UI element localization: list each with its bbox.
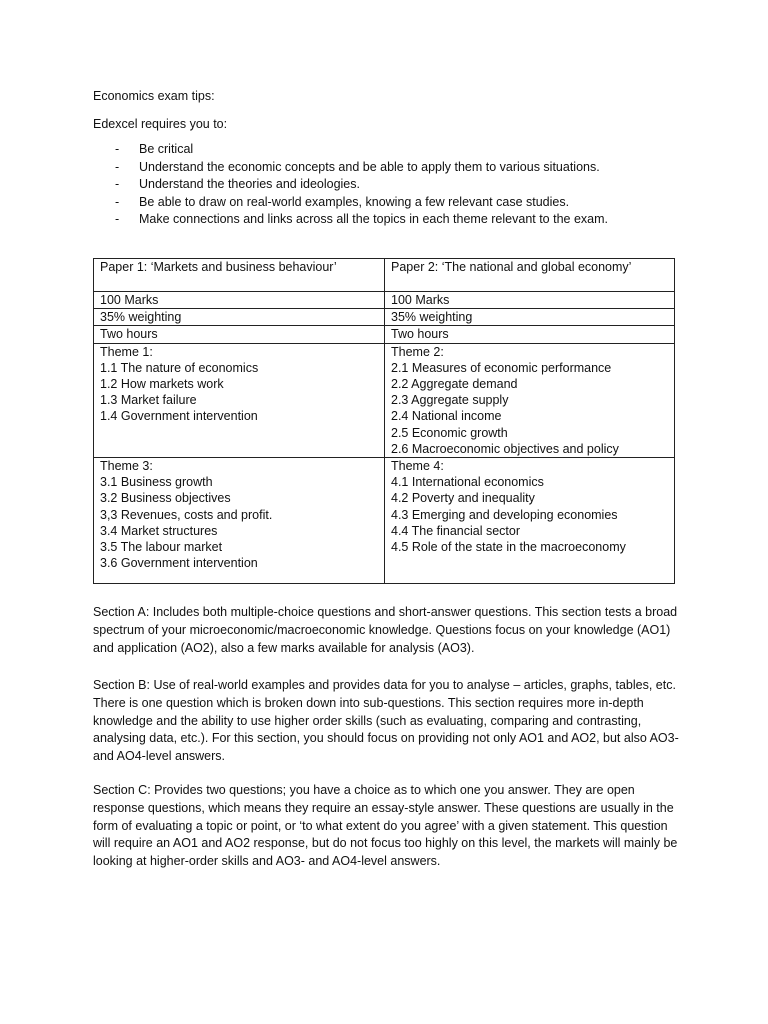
table-row	[94, 343, 675, 457]
table-row	[94, 458, 675, 584]
theme-label: Theme 3:	[100, 459, 153, 474]
list-item: 3.2 Business objectives	[100, 491, 231, 506]
list-item: 3.1 Business growth	[100, 475, 213, 490]
list-item: 3,3 Revenues, costs and profit.	[100, 507, 273, 522]
list-item: 2.5 Economic growth	[391, 425, 508, 440]
list-item: 3.6 Government intervention	[100, 556, 258, 571]
paper1-title: Paper 1: ‘Markets and business behaviour’	[94, 259, 385, 292]
list-item: 4.1 International economics	[391, 475, 544, 490]
paper2-marks: 100 Marks	[385, 292, 675, 309]
paper1-weighting: 35% weighting	[94, 309, 385, 326]
table-row	[94, 326, 675, 343]
list-item: - Understand the economic concepts and be able to apply them to various situations.	[115, 159, 600, 174]
paper2-theme2-cell	[385, 343, 675, 457]
list-item: - Make connections and links across all the topics in each theme relevant to the exam.	[115, 212, 609, 227]
paper1-duration: Two hours	[94, 326, 385, 343]
section-b-paragraph: Section B: Use of real-world examples and provides data for you to analyse – articles, graphs, tables, etc. There is one question which is broken down into sub-questions. This section requires more in-depth knowledge and the ability to use higher order skills (such as evaluating, comparing and contrasting, analysing data, etc.). For this section, you should focus on providing not only AO1 and AO2, but also AO3- and AO4-level answers.	[93, 678, 679, 764]
paper1-marks: 100 Marks	[94, 292, 385, 309]
paper1-theme3-cell	[94, 458, 385, 584]
section-a-paragraph: Section A: Includes both multiple-choice questions and short-answer questions. This section tests a broad spectrum of your microeconomic/macroeconomic knowledge. Questions focus on your knowledge (AO1) and application (AO2), also a few marks available for analysis (AO3).	[93, 605, 678, 655]
table-row	[94, 259, 675, 292]
list-item: 3.4 Market structures	[100, 523, 218, 538]
list-item: 1.2 How markets work	[100, 377, 224, 392]
requirements-list	[115, 141, 608, 229]
list-item: 4.3 Emerging and developing economies	[391, 507, 618, 522]
theme-label: Theme 1:	[100, 344, 153, 359]
list-item: 2.6 Macroeconomic objectives and policy	[391, 441, 619, 456]
list-item: - Understand the theories and ideologies.	[115, 177, 360, 192]
theme-label: Theme 4:	[391, 459, 444, 474]
section-c-paragraph: Section C: Provides two questions; you have a choice as to which one you answer. They are open response questions, which means they require an essay-style answer. These questions are usually in the form of evaluating a topic or point, or ‘to what extent do you agree’ with a given statement. This question will require an AO1 and AO2 response, but do not focus too highly on this level, the markets will mainly be looking at higher-order skills and AO3- and AO4-level answers.	[93, 783, 678, 869]
paper2-weighting: 35% weighting	[385, 309, 675, 326]
list-item: 1.4 Government intervention	[100, 409, 258, 424]
theme-label: Theme 2:	[391, 344, 444, 359]
list-item: 1.1 The nature of economics	[100, 360, 259, 375]
list-item: 2.4 National income	[391, 409, 502, 424]
list-item: 2.1 Measures of economic performance	[391, 360, 612, 375]
paper1-theme1-cell	[94, 343, 385, 457]
intro-text: Edexcel requires you to:	[93, 117, 228, 131]
list-item: - Be able to draw on real-world examples, knowing a few relevant case studies.	[115, 194, 570, 209]
paper2-theme4-cell	[385, 458, 675, 584]
list-item: 1.3 Market failure	[100, 393, 197, 408]
list-item: 4.4 The financial sector	[391, 523, 521, 538]
list-item: 4.5 Role of the state in the macroeconomy	[391, 540, 626, 555]
list-item: 2.3 Aggregate supply	[391, 393, 509, 408]
table-row	[94, 309, 675, 326]
list-item: 4.2 Poverty and inequality	[391, 491, 535, 506]
table-row	[94, 292, 675, 309]
papers-table	[93, 258, 675, 584]
document-heading: Economics exam tips:	[93, 89, 215, 103]
paper2-duration: Two hours	[385, 326, 675, 343]
list-item: - Be critical	[115, 142, 194, 156]
list-item: 2.2 Aggregate demand	[391, 377, 518, 392]
list-item: 3.5 The labour market	[100, 540, 223, 555]
paper2-title: Paper 2: ‘The national and global economy’	[385, 259, 675, 292]
